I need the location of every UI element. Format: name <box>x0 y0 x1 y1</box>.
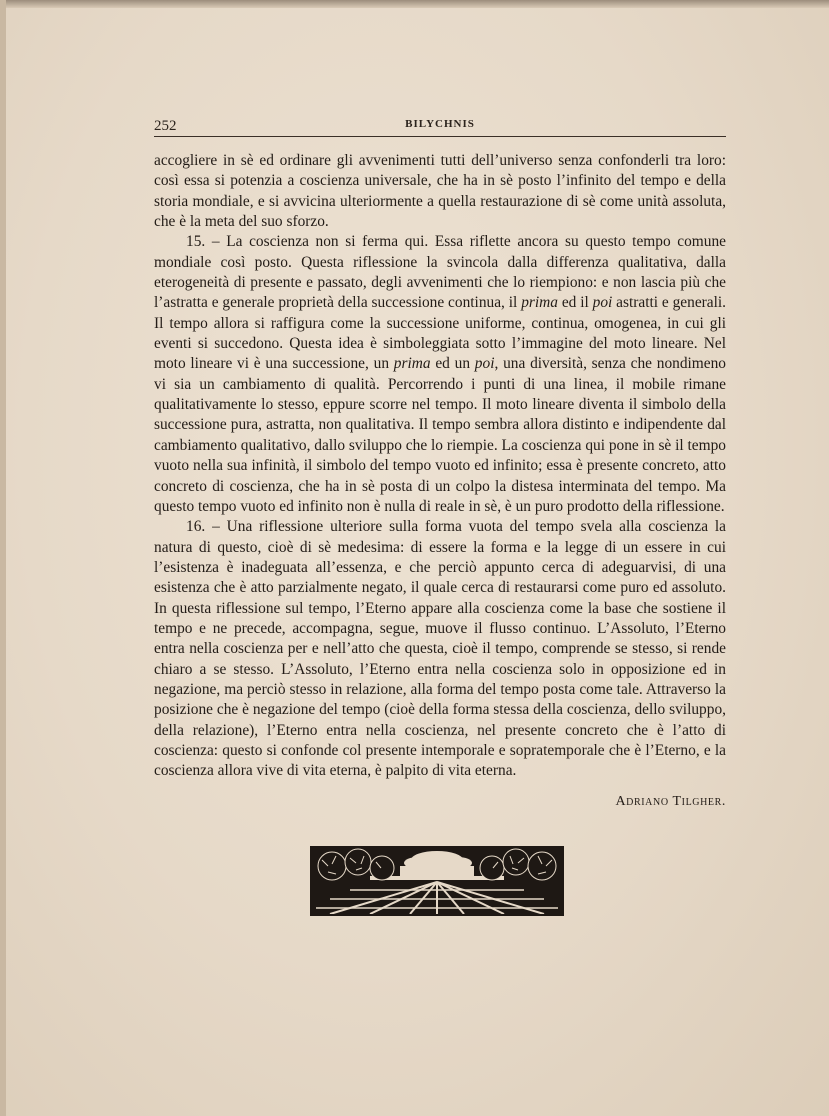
paragraph-16: 16. – Una riflessione ulteriore sulla forma vuota del tempo svela alla coscienza la natura di questo, cioè di sè medesima: di essere la forma e la legge di un essere in cui l’esistenza è inadeguata all’essenza, e che perciò appunto cerca di adeguarvisi, di una esistenza che è atto parzialmente negato, il quale cerca di restaurarsi come puro ed assoluto. In questa riflessione sul tempo, l’Eterno appare alla coscienza come la base che sostiene il tempo e ne precede, accompagna, segue, muove il flusso continuo. L’Assoluto, l’Eterno entra nella coscienza per e nell’atto che questa, cioè il tempo, comprende se stesso, si rende chiaro a se stesso. L’Assoluto, l’Eterno entra nella coscienza solo in opposizione ed in negazione, ma perciò stesso in relazione, alla forma del tempo posta come tale. Attraverso la posizione che è negazione del tempo (cioè della forma stessa della coscienza, dello sviluppo, della relazione), l’Eterno entra nella coscienza, nel presente concreto che è l’atto di coscienza: questo si confonde col presente intemporale e sopratemporale che è l’Eterno, e la coscienza allora vive di vita eterna, è palpito di vita eterna. <box>154 518 726 780</box>
paragraph-15 <box>154 232 726 517</box>
text-run: 15. – La coscienza non si ferma qui. Essa riflette ancora su questo tempo comune mondiale così posto. Questa riflessione la svincola dalla differenza qualitativa, dalla eterogeneità di presente e passato, degli avvenimenti che lo riempiono: e non lascia più che l’astratta e generale proprietà della successione continua, il <box>154 233 726 312</box>
text-run: astratti e generali. Il tempo allora si raffigura come la successione uniforme, continua, omogenea, in cui gli eventi si succedono. Questa idea è simboleggiata sotto l’immagine del moto lineare. Nel moto lineare vi è una successione, un <box>154 294 727 373</box>
paragraph-14-end: accogliere in sè ed ordinare gli avvenimenti tutti dell’universo senza confonderli tra loro: così essa si potenzia a coscienza universale, che ha in sè posto l’infinito del tempo e della storia mondiale, e si avvicina ulteriormente a quella restaurazione di sè come unità assoluta, che è la meta del suo sforzo. <box>154 152 726 231</box>
article-body <box>154 151 726 782</box>
italic-term-poi: poi <box>474 355 495 373</box>
author-signature: Adriano Tilgher. <box>615 794 726 809</box>
italic-term-prima: prima <box>521 294 558 312</box>
landscape-woodcut-icon <box>310 846 564 916</box>
page-number: 252 <box>154 118 177 134</box>
running-head: BILYCHNIS <box>405 118 475 130</box>
text-run: , una diversità, senza che nondimeno vi sia un cambiamento di qualità. Percorrendo i punti di una linea, il mobile rimane qualitativamente lo stesso, eppure scorre nel tempo. Il moto lineare diventa il simbolo della successione pura, astratta, non qualitativa. Il tempo sembra allora distinto e indipendente dal cambiamento qualitativo, dallo sviluppo che lo riempie. La coscienza qui pone in sè il tempo vuoto nella sua infinità, il simbolo del tempo vuoto ed infinito; essa è presente concreto, atto concreto di coscienza, che ha in sè posta di un colpo la distesa interminata del tempo. Ma questo tempo vuoto ed infinito non è nulla di reale in sè, è un puro prodotto della riflessione. <box>154 355 726 515</box>
text-run: ed il <box>557 294 593 312</box>
header-rule <box>154 136 726 137</box>
text-run: ed un <box>430 355 475 373</box>
italic-term-prima: prima <box>393 355 431 373</box>
page-header <box>154 116 726 136</box>
page-top-edge <box>6 0 829 8</box>
italic-term-poi: poi <box>592 294 613 312</box>
